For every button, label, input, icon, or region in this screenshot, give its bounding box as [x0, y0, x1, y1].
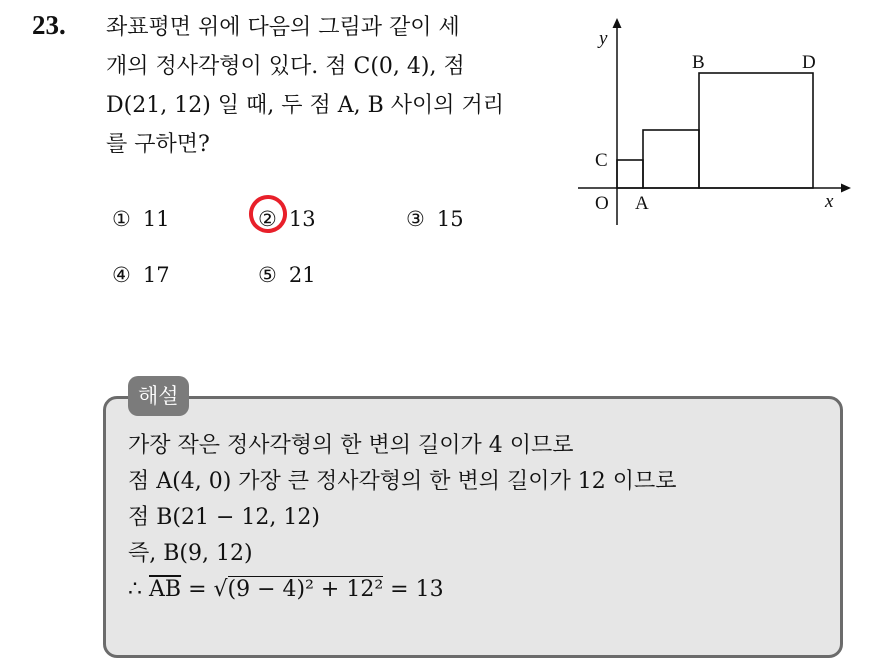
- choice-3[interactable]: [406, 207, 464, 231]
- solution-final-line: [128, 572, 677, 608]
- y-axis-arrow-icon: [613, 18, 622, 28]
- question-line: 를 구하면?: [106, 132, 210, 157]
- origin-label: O: [595, 193, 609, 214]
- solution-tag: 해설: [128, 376, 189, 416]
- point-d-label: D: [802, 52, 816, 73]
- point-c-label: C: [595, 150, 608, 171]
- question-line: 개의 정사각형이 있다. 점 C(0, 4), 점: [106, 54, 465, 79]
- small-square: [617, 160, 643, 188]
- coordinate-figure: [575, 15, 860, 230]
- solution-text: [128, 428, 677, 608]
- choice-4[interactable]: [112, 263, 170, 287]
- sqrt-symbol: √: [213, 577, 228, 602]
- x-axis-label: x: [825, 191, 834, 212]
- choice-5[interactable]: [258, 263, 316, 287]
- question-number: 23.: [32, 10, 66, 40]
- therefore-symbol: ∴: [128, 577, 142, 602]
- choice-marker: ②: [258, 207, 277, 231]
- point-a-label: A: [635, 193, 649, 214]
- choice-value: 17: [142, 263, 170, 287]
- sqrt-radicand: (9 − 4)² + 12²: [227, 577, 384, 602]
- solution-line: 즉, B(9, 12): [128, 541, 253, 566]
- question-line: 좌표평면 위에 다음의 그림과 같이 세: [106, 15, 460, 40]
- choice-marker: ③: [406, 207, 425, 231]
- large-square: [699, 73, 813, 188]
- solution-line: 점 A(4, 0) 가장 큰 정사각형의 한 변의 길이가 12 이므로: [128, 469, 677, 494]
- equals-sign: =: [188, 577, 207, 602]
- choice-1[interactable]: [112, 207, 170, 231]
- middle-square: [643, 130, 699, 188]
- x-axis-arrow-icon: [841, 184, 851, 193]
- final-result: = 13: [390, 577, 444, 602]
- solution-line: 가장 작은 정사각형의 한 변의 길이가 4 이므로: [128, 433, 574, 458]
- choice-value: 11: [142, 207, 170, 231]
- choice-marker: ④: [112, 263, 131, 287]
- choice-value: 21: [288, 263, 316, 287]
- choice-marker: ①: [112, 207, 131, 231]
- solution-line: 점 B(21 − 12, 12): [128, 505, 320, 530]
- segment-ab: $\overline{AB}$: [149, 577, 182, 602]
- choice-marker: ⑤: [258, 263, 277, 287]
- question-text: [106, 8, 556, 164]
- y-axis-label: y: [599, 28, 608, 49]
- question-line: D(21, 12) 일 때, 두 점 A, B 사이의 거리: [106, 93, 505, 118]
- choice-value: 15: [436, 207, 464, 231]
- choice-value: 13: [288, 207, 316, 231]
- point-b-label: B: [692, 52, 705, 73]
